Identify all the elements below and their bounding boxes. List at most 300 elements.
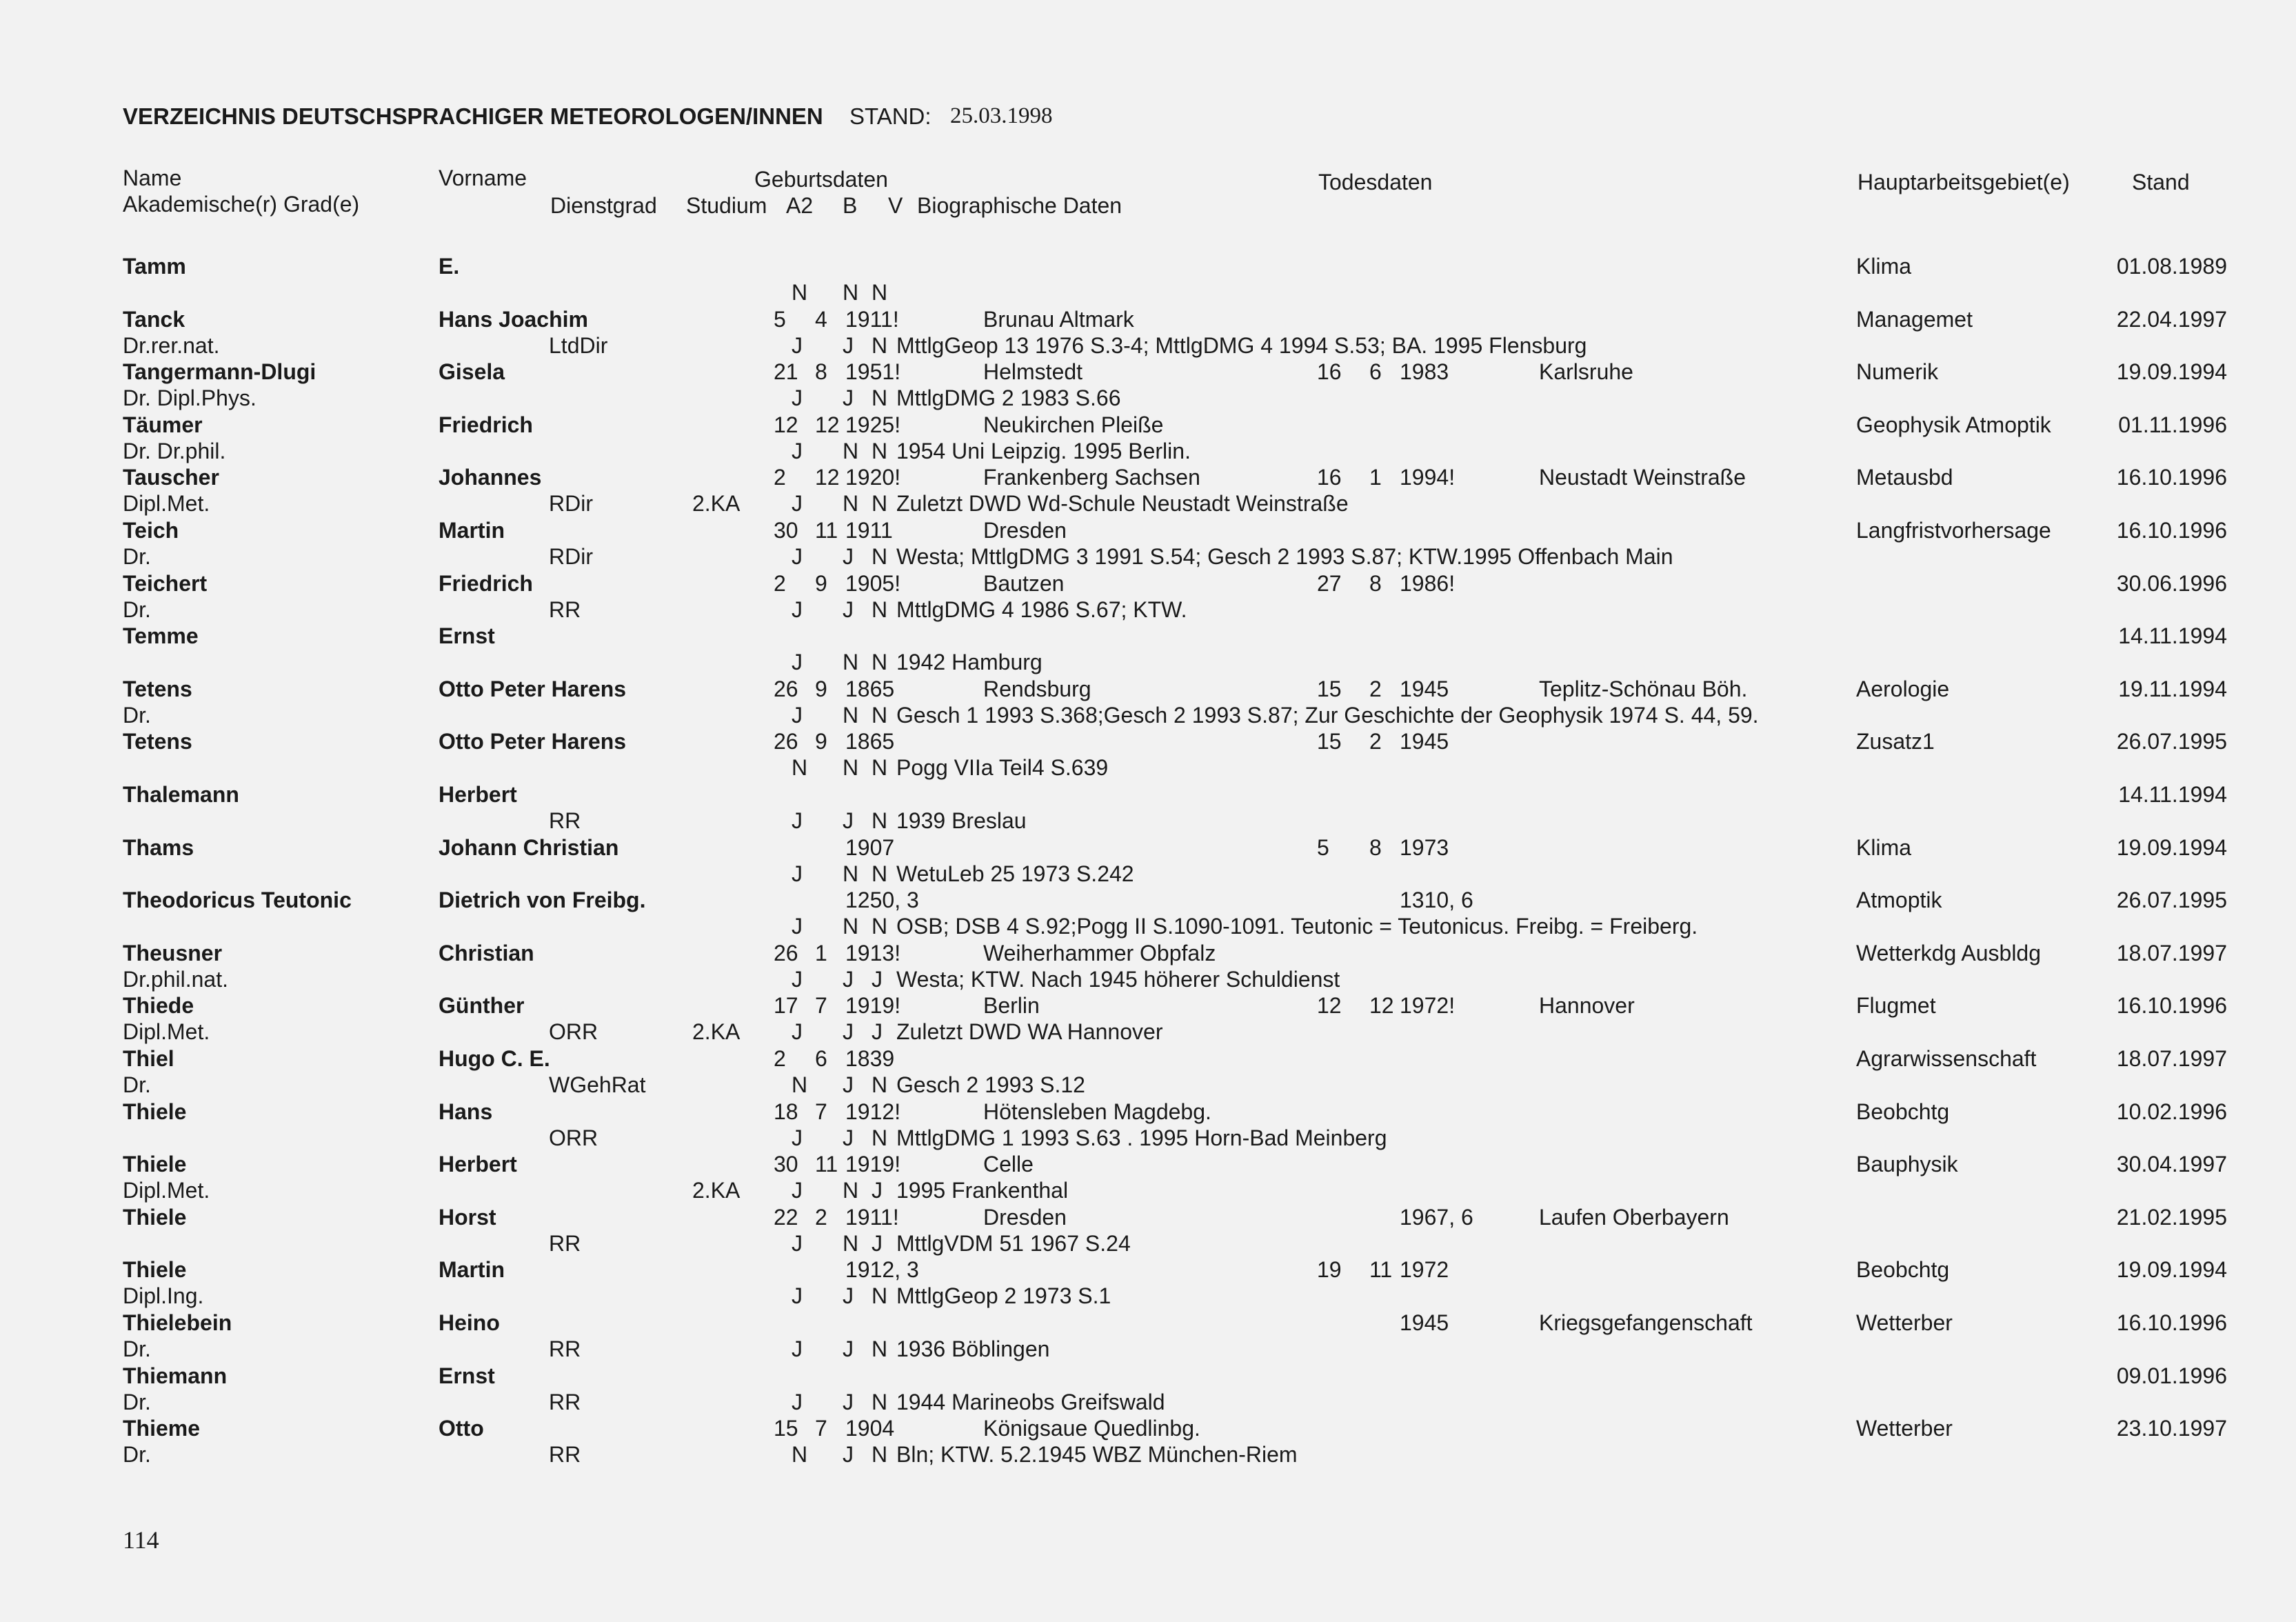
entry-bio: MttlgVDM 51 1967 S.24 xyxy=(896,1231,1131,1256)
entry-death-y: 1945 xyxy=(1400,677,1449,701)
entry-v: N xyxy=(872,808,888,833)
entry-bio: OSB; DSB 4 S.92;Pogg II S.1090-1091. Teutonic = Teutonicus. Freibg. = Freiberg. xyxy=(896,914,1698,939)
entry-birth-m: 12 xyxy=(815,412,840,437)
entry-death-d: 16 xyxy=(1317,465,1342,490)
entry-birth-y: 1905! xyxy=(845,571,901,596)
entry-field: Agrarwissenschaft xyxy=(1856,1046,2037,1071)
page-number: 114 xyxy=(123,1526,159,1554)
entry-death-d: 27 xyxy=(1317,571,1342,596)
table-row xyxy=(0,1046,2296,1099)
entry-stand: 16.10.1996 xyxy=(2116,465,2227,490)
entry-dienstgrad: LtdDir xyxy=(549,333,608,358)
entry-birth-y: 1912! xyxy=(845,1099,901,1124)
entry-name: Tanck xyxy=(123,307,185,332)
entry-field: Wetterber xyxy=(1856,1310,1953,1335)
entry-v: J xyxy=(872,1019,883,1044)
entry-v: N xyxy=(872,386,888,410)
entry-birth-m: 6 xyxy=(815,1046,827,1071)
entry-name: Teichert xyxy=(123,571,208,596)
entry-birth-m: 4 xyxy=(815,307,827,332)
entry-birth-place: Brunau Altmark xyxy=(983,307,1134,332)
entry-birth-d: 12 xyxy=(774,412,798,437)
entry-birth-m: 9 xyxy=(815,677,827,701)
entry-birth-y: 1904 xyxy=(845,1416,895,1441)
entry-name: Theodoricus Teutonic xyxy=(123,888,352,912)
entry-bio: 1936 Böblingen xyxy=(896,1336,1050,1361)
entry-a2: J xyxy=(792,1125,803,1150)
table-row xyxy=(0,993,2296,1045)
entry-vorname: Dietrich von Freibg. xyxy=(439,888,646,912)
table-row xyxy=(0,1310,2296,1363)
entry-name: Temme xyxy=(123,623,199,648)
entry-field: Metausbd xyxy=(1856,465,1953,490)
entry-grade: Dr. Dipl.Phys. xyxy=(123,386,256,410)
entry-birth-m: 9 xyxy=(815,729,827,754)
entry-b: N xyxy=(843,755,859,780)
entry-vorname: Hans Joachim xyxy=(439,307,588,332)
entry-death-m: 6 xyxy=(1369,359,1382,384)
entry-stand: 30.04.1997 xyxy=(2116,1152,2227,1177)
entry-death-y: 1972! xyxy=(1400,993,1456,1018)
entry-birth-d: 26 xyxy=(774,941,798,965)
entry-birth-d: 2 xyxy=(774,465,786,490)
entry-bio: Westa; MttlgDMG 3 1991 S.54; Gesch 2 1993 S.87; KTW.1995 Offenbach Main xyxy=(896,544,1673,569)
entry-bio: MttlgDMG 4 1986 S.67; KTW. xyxy=(896,597,1187,622)
entry-b: J xyxy=(843,1283,854,1308)
entry-name: Thiele xyxy=(123,1205,187,1230)
entry-studium: 2.KA xyxy=(692,1178,741,1203)
stand-label: STAND: xyxy=(849,103,932,129)
entry-birth-y: 1250, 3 xyxy=(845,888,919,912)
entry-birth-place: Rendsburg xyxy=(983,677,1091,701)
entry-field: Beobchtg xyxy=(1856,1257,1950,1282)
entry-bio: MttlgDMG 2 1983 S.66 xyxy=(896,386,1121,410)
entry-birth-place: Bautzen xyxy=(983,571,1065,596)
entry-b: J xyxy=(843,333,854,358)
entry-death-y: 1310, 6 xyxy=(1400,888,1473,912)
entry-bio: MttlgGeop 2 1973 S.1 xyxy=(896,1283,1111,1308)
entry-b: J xyxy=(843,1336,854,1361)
entry-birth-d: 18 xyxy=(774,1099,798,1124)
table-row xyxy=(0,307,2296,359)
entry-death-y: 1945 xyxy=(1400,1310,1449,1335)
entry-vorname: Friedrich xyxy=(439,571,533,596)
entry-vorname: Heino xyxy=(439,1310,500,1335)
entry-death-m: 1 xyxy=(1369,465,1382,490)
table-row xyxy=(0,1205,2296,1257)
entry-birth-m: 12 xyxy=(815,465,840,490)
entry-a2: J xyxy=(792,914,803,939)
entry-vorname: Herbert xyxy=(439,1152,517,1177)
table-row xyxy=(0,1363,2296,1416)
entry-b: J xyxy=(843,808,854,833)
entry-vorname: Ernst xyxy=(439,623,495,648)
col-grade: Akademische(r) Grad(e) xyxy=(123,192,360,217)
entry-bio: 1995 Frankenthal xyxy=(896,1178,1069,1203)
entry-birth-y: 1951! xyxy=(845,359,901,384)
entry-death-y: 1986! xyxy=(1400,571,1456,596)
entry-b: N xyxy=(843,1231,859,1256)
entry-bio: Zuletzt DWD Wd-Schule Neustadt Weinstraße xyxy=(896,491,1349,516)
entry-a2: J xyxy=(792,1390,803,1414)
entry-stand: 10.02.1996 xyxy=(2116,1099,2227,1124)
entry-birth-y: 1911! xyxy=(845,307,899,332)
entry-stand: 16.10.1996 xyxy=(2116,993,2227,1018)
entry-name: Theusner xyxy=(123,941,223,965)
entry-vorname: Günther xyxy=(439,993,525,1018)
entry-stand: 09.01.1996 xyxy=(2116,1363,2227,1388)
entry-v: N xyxy=(872,703,888,728)
entry-grade: Dipl.Met. xyxy=(123,491,210,516)
entry-vorname: Hugo C. E. xyxy=(439,1046,550,1071)
table-row xyxy=(0,254,2296,306)
entry-field: Langfristvorhersage xyxy=(1856,518,2051,543)
entry-a2: J xyxy=(792,703,803,728)
entry-dienstgrad: RR xyxy=(549,1231,581,1256)
entry-field: Aerologie xyxy=(1856,677,1950,701)
entry-birth-d: 15 xyxy=(774,1416,798,1441)
entry-v: N xyxy=(872,597,888,622)
entry-vorname: Herbert xyxy=(439,782,517,807)
table-row xyxy=(0,941,2296,993)
entry-field: Flugmet xyxy=(1856,993,1936,1018)
entry-birth-y: 1919! xyxy=(845,1152,901,1177)
col-studium: Studium xyxy=(686,193,767,218)
entry-field: Klima xyxy=(1856,254,1912,279)
entry-stand: 16.10.1996 xyxy=(2116,1310,2227,1335)
entry-grade: Dipl.Met. xyxy=(123,1178,210,1203)
entry-name: Thiele xyxy=(123,1152,187,1177)
entry-grade: Dr. xyxy=(123,544,151,569)
entry-v: N xyxy=(872,1442,888,1467)
entry-a2: J xyxy=(792,650,803,674)
entry-death-d: 5 xyxy=(1317,835,1329,860)
entry-v: J xyxy=(872,1178,883,1203)
entry-field: Klima xyxy=(1856,835,1912,860)
entry-name: Thielebein xyxy=(123,1310,232,1335)
col-a2: A2 xyxy=(786,193,814,218)
entry-name: Tangermann-Dlugi xyxy=(123,359,316,384)
entry-birth-place: Neukirchen Pleiße xyxy=(983,412,1164,437)
entry-field: Wetterkdg Ausbldg xyxy=(1856,941,2042,965)
table-row xyxy=(0,782,2296,834)
entry-vorname: Otto Peter Harens xyxy=(439,677,627,701)
entry-field: Bauphysik xyxy=(1856,1152,1958,1177)
entry-v: N xyxy=(872,861,888,886)
entry-grade: Dr. xyxy=(123,1390,151,1414)
entry-v: N xyxy=(872,333,888,358)
entry-death-m: 2 xyxy=(1369,677,1382,701)
table-row xyxy=(0,412,2296,465)
entry-b: J xyxy=(843,386,854,410)
entry-bio: Westa; KTW. Nach 1945 höherer Schuldienst xyxy=(896,967,1340,992)
entry-birth-m: 11 xyxy=(815,1152,838,1177)
entry-v: J xyxy=(872,967,883,992)
entry-v: N xyxy=(872,491,888,516)
entry-stand: 19.11.1994 xyxy=(2118,677,2227,701)
entry-dienstgrad: ORR xyxy=(549,1125,598,1150)
entry-vorname: Otto Peter Harens xyxy=(439,729,627,754)
entry-a2: J xyxy=(792,1231,803,1256)
entry-stand: 14.11.1994 xyxy=(2118,782,2227,807)
entry-b: N xyxy=(843,703,859,728)
entry-vorname: Friedrich xyxy=(439,412,533,437)
entry-field: Numerik xyxy=(1856,359,1939,384)
entry-stand: 19.09.1994 xyxy=(2116,359,2227,384)
table-row xyxy=(0,1416,2296,1468)
table-row xyxy=(0,465,2296,517)
entry-stand: 30.06.1996 xyxy=(2116,571,2227,596)
col-dienstgrad: Dienstgrad xyxy=(550,193,657,218)
entry-v: N xyxy=(872,1390,888,1414)
entry-name: Thiele xyxy=(123,1257,187,1282)
entry-name: Thalemann xyxy=(123,782,239,807)
table-row xyxy=(0,1099,2296,1152)
entry-vorname: Martin xyxy=(439,1257,505,1282)
entry-name: Thiemann xyxy=(123,1363,228,1388)
entry-a2: J xyxy=(792,386,803,410)
entry-stand: 22.04.1997 xyxy=(2116,307,2227,332)
entry-v: N xyxy=(872,1125,888,1150)
entry-grade: Dr. xyxy=(123,1072,151,1097)
entry-birth-place: Hötensleben Magdebg. xyxy=(983,1099,1211,1124)
entry-death-d: 19 xyxy=(1317,1257,1342,1282)
entry-grade: Dr. xyxy=(123,1442,151,1467)
entry-death-place: Teplitz-Schönau Böh. xyxy=(1539,677,1748,701)
entry-a2: N xyxy=(792,1072,808,1097)
entry-birth-y: 1865 xyxy=(845,677,895,701)
entry-death-m: 8 xyxy=(1369,835,1382,860)
entry-b: J xyxy=(843,544,854,569)
table-row xyxy=(0,677,2296,729)
document-title: VERZEICHNIS DEUTSCHSPRACHIGER METEOROLOGEN/INNEN xyxy=(123,103,823,129)
entry-birth-m: 7 xyxy=(815,1416,827,1441)
entry-field: Wetterber xyxy=(1856,1416,1953,1441)
entry-vorname: Martin xyxy=(439,518,505,543)
table-row xyxy=(0,623,2296,676)
entry-bio: Pogg VIIa Teil4 S.639 xyxy=(896,755,1109,780)
entry-birth-y: 1913! xyxy=(845,941,901,965)
entry-stand: 18.07.1997 xyxy=(2116,941,2227,965)
entry-stand: 23.10.1997 xyxy=(2116,1416,2227,1441)
entry-a2: N xyxy=(792,1442,808,1467)
entry-birth-d: 21 xyxy=(774,359,798,384)
entry-grade: Dr. xyxy=(123,703,151,728)
entry-birth-place: Frankenberg Sachsen xyxy=(983,465,1200,490)
entry-studium: 2.KA xyxy=(692,491,741,516)
col-vorname: Vorname xyxy=(439,166,527,190)
entry-vorname: Johannes xyxy=(439,465,542,490)
entry-birth-y: 1920! xyxy=(845,465,901,490)
col-name: Name xyxy=(123,166,182,190)
entry-dienstgrad: ORR xyxy=(549,1019,598,1044)
entry-field: Geophysik Atmoptik xyxy=(1856,412,2051,437)
entry-bio: WetuLeb 25 1973 S.242 xyxy=(896,861,1134,886)
entry-death-place: Hannover xyxy=(1539,993,1635,1018)
entry-name: Thiele xyxy=(123,1099,187,1124)
col-bio: Biographische Daten xyxy=(917,193,1122,218)
entry-dienstgrad: WGehRat xyxy=(549,1072,646,1097)
entry-vorname: Horst xyxy=(439,1205,496,1230)
entry-bio: 1942 Hamburg xyxy=(896,650,1043,674)
table-row xyxy=(0,571,2296,623)
entry-a2: J xyxy=(792,861,803,886)
entry-name: Thiel xyxy=(123,1046,174,1071)
entry-birth-d: 30 xyxy=(774,1152,798,1177)
entry-birth-d: 17 xyxy=(774,993,798,1018)
entry-stand: 21.02.1995 xyxy=(2116,1205,2227,1230)
col-geburtsdaten: Geburtsdaten xyxy=(754,167,888,192)
entry-birth-place: Königsaue Quedlinbg. xyxy=(983,1416,1200,1441)
entry-b: J xyxy=(843,1390,854,1414)
col-hauptarbeitsgebiet: Hauptarbeitsgebiet(e) xyxy=(1857,170,2070,194)
entry-a2: N xyxy=(792,280,808,305)
entry-a2: N xyxy=(792,755,808,780)
entry-death-place: Neustadt Weinstraße xyxy=(1539,465,1746,490)
entry-vorname: Otto xyxy=(439,1416,484,1441)
entry-birth-y: 1911! xyxy=(845,1205,899,1230)
table-row xyxy=(0,518,2296,570)
entry-dienstgrad: RR xyxy=(549,1336,581,1361)
stand-date: 25.03.1998 xyxy=(950,103,1053,128)
table-row xyxy=(0,1152,2296,1204)
entry-birth-y: 1912, 3 xyxy=(845,1257,919,1282)
entry-vorname: Johann Christian xyxy=(439,835,619,860)
entry-b: N xyxy=(843,491,859,516)
entry-birth-place: Dresden xyxy=(983,518,1067,543)
entry-birth-d: 2 xyxy=(774,571,786,596)
entry-stand: 26.07.1995 xyxy=(2116,729,2227,754)
entry-b: J xyxy=(843,967,854,992)
entry-name: Thams xyxy=(123,835,194,860)
entry-dienstgrad: RR xyxy=(549,1390,581,1414)
entry-death-m: 11 xyxy=(1369,1257,1393,1282)
entry-birth-m: 11 xyxy=(815,518,838,543)
entry-v: N xyxy=(872,650,888,674)
entry-a2: J xyxy=(792,1336,803,1361)
entry-name: Thiede xyxy=(123,993,194,1018)
entry-a2: J xyxy=(792,1178,803,1203)
entry-grade: Dr. xyxy=(123,597,151,622)
entry-name: Teich xyxy=(123,518,179,543)
entry-a2: J xyxy=(792,597,803,622)
entry-b: J xyxy=(843,597,854,622)
entry-dienstgrad: RDir xyxy=(549,544,593,569)
entry-bio: Zuletzt DWD WA Hannover xyxy=(896,1019,1163,1044)
entry-birth-place: Helmstedt xyxy=(983,359,1083,384)
entry-birth-place: Berlin xyxy=(983,993,1040,1018)
entry-vorname: Ernst xyxy=(439,1363,495,1388)
entry-birth-m: 1 xyxy=(815,941,827,965)
entry-name: Tauscher xyxy=(123,465,219,490)
entry-a2: J xyxy=(792,1283,803,1308)
entry-birth-place: Celle xyxy=(983,1152,1034,1177)
entry-birth-m: 7 xyxy=(815,1099,827,1124)
entry-name: Tetens xyxy=(123,677,192,701)
entry-field: Beobchtg xyxy=(1856,1099,1950,1124)
entry-b: J xyxy=(843,1125,854,1150)
entry-v: N xyxy=(872,544,888,569)
entry-bio: MttlgGeop 13 1976 S.3-4; MttlgDMG 4 1994 S.53; BA. 1995 Flensburg xyxy=(896,333,1587,358)
entry-field: Zusatz1 xyxy=(1856,729,1935,754)
entry-a2: J xyxy=(792,808,803,833)
entry-death-y: 1983 xyxy=(1400,359,1449,384)
entry-stand: 01.11.1996 xyxy=(2118,412,2227,437)
entry-death-place: Kriegsgefangenschaft xyxy=(1539,1310,1753,1335)
entry-a2: J xyxy=(792,967,803,992)
entry-birth-m: 8 xyxy=(815,359,827,384)
entry-death-y: 1973 xyxy=(1400,835,1449,860)
entry-stand: 19.09.1994 xyxy=(2116,1257,2227,1282)
entry-v: N xyxy=(872,439,888,463)
entry-bio: 1939 Breslau xyxy=(896,808,1027,833)
entry-name: Tetens xyxy=(123,729,192,754)
entry-stand: 26.07.1995 xyxy=(2116,888,2227,912)
entry-b: N xyxy=(843,650,859,674)
entry-name: Tamm xyxy=(123,254,186,279)
entry-death-m: 12 xyxy=(1369,993,1394,1018)
entry-birth-y: 1907 xyxy=(845,835,895,860)
entry-b: N xyxy=(843,914,859,939)
col-stand: Stand xyxy=(2132,170,2190,194)
entry-birth-d: 5 xyxy=(774,307,786,332)
entry-name: Thieme xyxy=(123,1416,201,1441)
entry-death-m: 8 xyxy=(1369,571,1382,596)
entry-death-d: 16 xyxy=(1317,359,1342,384)
entry-bio: 1954 Uni Leipzig. 1995 Berlin. xyxy=(896,439,1191,463)
entry-death-d: 15 xyxy=(1317,677,1342,701)
entry-bio: MttlgDMG 1 1993 S.63 . 1995 Horn-Bad Meinberg xyxy=(896,1125,1387,1150)
entry-stand: 18.07.1997 xyxy=(2116,1046,2227,1071)
entry-b: J xyxy=(843,1019,854,1044)
entry-death-place: Karlsruhe xyxy=(1539,359,1633,384)
entry-v: J xyxy=(872,1231,883,1256)
entry-b: N xyxy=(843,280,859,305)
entry-birth-d: 30 xyxy=(774,518,798,543)
table-row xyxy=(0,835,2296,888)
entry-dienstgrad: RDir xyxy=(549,491,593,516)
entry-studium: 2.KA xyxy=(692,1019,741,1044)
entry-stand: 01.08.1989 xyxy=(2116,254,2227,279)
entry-v: N xyxy=(872,280,888,305)
entry-birth-y: 1839 xyxy=(845,1046,895,1071)
entry-grade: Dr.phil.nat. xyxy=(123,967,228,992)
entry-name: Täumer xyxy=(123,412,203,437)
entry-grade: Dr. xyxy=(123,1336,151,1361)
entry-field: Atmoptik xyxy=(1856,888,1942,912)
entry-bio: Gesch 2 1993 S.12 xyxy=(896,1072,1085,1097)
entry-bio: Bln; KTW. 5.2.1945 WBZ München-Riem xyxy=(896,1442,1298,1467)
entry-v: N xyxy=(872,1072,888,1097)
entry-death-m: 2 xyxy=(1369,729,1382,754)
entry-grade: Dr. Dr.phil. xyxy=(123,439,226,463)
entry-death-d: 12 xyxy=(1317,993,1342,1018)
entry-bio: Gesch 1 1993 S.368;Gesch 2 1993 S.87; Zur Geschichte der Geophysik 1974 S. 44, 59. xyxy=(896,703,1759,728)
entry-b: N xyxy=(843,861,859,886)
entry-birth-y: 1925! xyxy=(845,412,901,437)
entry-a2: J xyxy=(792,439,803,463)
entry-birth-m: 2 xyxy=(815,1205,827,1230)
entry-b: J xyxy=(843,1442,854,1467)
entry-birth-d: 26 xyxy=(774,677,798,701)
entry-a2: J xyxy=(792,491,803,516)
col-v: V xyxy=(888,193,903,218)
col-todesdaten: Todesdaten xyxy=(1318,170,1433,194)
entry-v: N xyxy=(872,914,888,939)
entry-birth-y: 1919! xyxy=(845,993,901,1018)
entry-birth-y: 1911 xyxy=(845,518,893,543)
entry-b: N xyxy=(843,439,859,463)
